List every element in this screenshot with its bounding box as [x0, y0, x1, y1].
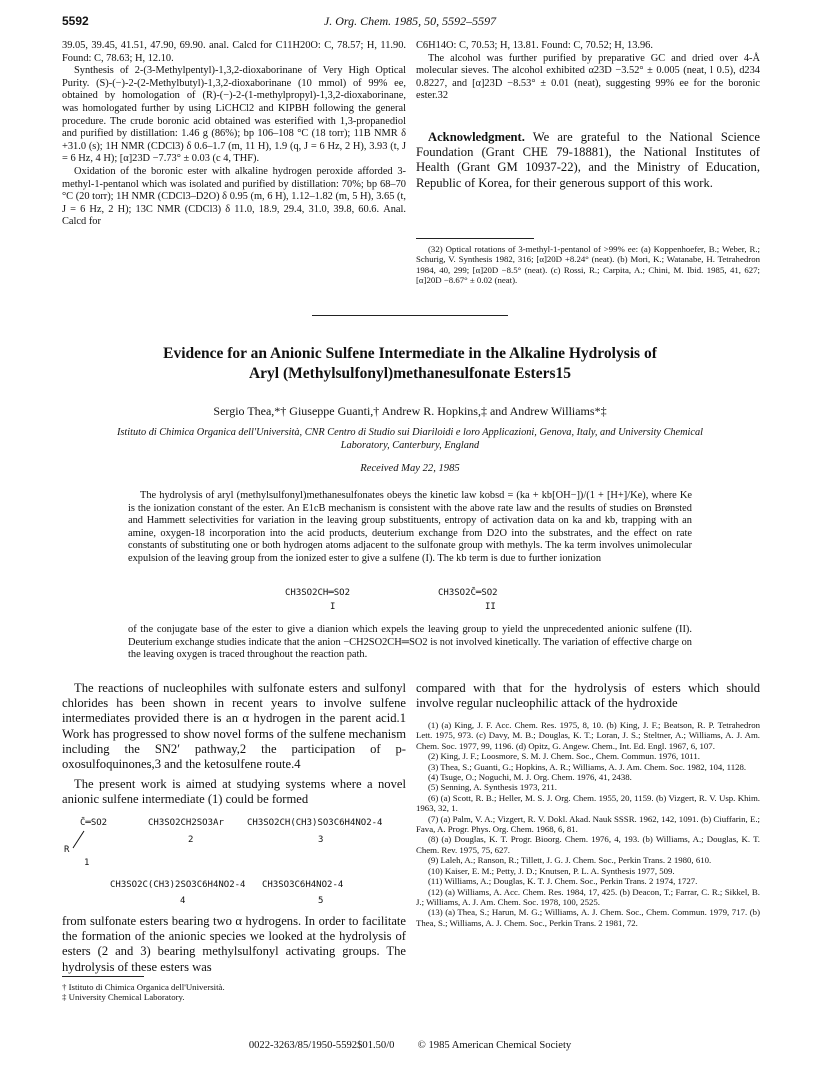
structure-5-label: 5 [318, 896, 324, 906]
running-header [62, 14, 758, 34]
affiliation: Istituto di Chimica Organica dell'Università, CNR Centro di Studio sui Diariloidi e loro Applicazioni, Genova, Italy, and University Chemical Laboratory, Canterbury, England [116, 427, 704, 451]
intro-right-paragraph: compared with that for the hydrolysis of esters which should involve regular nucleophilic attack of the hydroxide [416, 681, 760, 711]
title-line-1: Evidence for an Anionic Sulfene Intermediate in the Alkaline Hydrolysis of [163, 345, 657, 362]
received-date: Received May 22, 1985 [360, 463, 460, 474]
reference-item: (13) (a) Thea, S.; Harun, M. G.; Williams, A. J. Chem. Soc., Chem. Commun. 1979, 717. (b) Thea, S.; Williams, A. J. Chem. Soc., Perkin Trans. 2 1981, 72. [416, 907, 760, 928]
prev-article-right-column [416, 40, 760, 103]
reference-item: (7) (a) Palm, V. A.; Vizgert, R. V. Dokl. Akad. Nauk SSSR. 1962, 142, 1091. (b) Ciuffarin, E.; Fava, A. Progr. Phys. Org. Chem. 1968, 6, 81. [416, 813, 760, 835]
reference-item: (3) Thea, S.; Guanti, G.; Hopkins, A. R.; Williams, A. J. Am. Chem. Soc. 1982, 104, 1128. [428, 761, 747, 772]
oxidation-paragraph: Oxidation of the boronic ester with alkaline hydrogen peroxide afforded 3-methyl-1-pentanol which was isolated and purified by distillation: 70%; bp 68–70 °C (20 torr); 1H NMR (CDCl3–D2O) δ 0.95 (m, 6 H), 1.12–1.82 (m, 5 H), 3.65 (t, J = 6 Hz, 2 H); 13C NMR (CDCl3) δ 11.0, 18.9, 29.4, 31.0, 39.8, 60.6. Anal. Calcd for [62, 165, 406, 228]
acknowledgment-label: Acknowledgment. [428, 130, 525, 144]
intro-paragraph-1: The reactions of nucleophiles with sulfonate esters and sulfonyl chlorides has been shown in recent years to involve sulfene intermediates provided there is an α hydrogen in the parent acid.1 Work has progressed to show novel forms of the sulfene mechanism including the SN2′ pathway,2 the participation of p-oxosulfoquinones,3 and the ketosulfene route.4 [62, 681, 406, 772]
footnote-32 [416, 244, 760, 286]
reference-item: (4) Tsuge, O.; Noguchi, M. J. Org. Chem. 1976, 41, 2438. [428, 772, 632, 783]
acknowledgment-section [416, 130, 760, 191]
reference-item: (9) Laleh, A.; Ranson, R.; Tillett, J. G. J. Chem. Soc., Perkin Trans. 2 1980, 610. [428, 855, 712, 866]
structure-2: CH3SO2CH2SO3Ar [148, 818, 224, 828]
structure-3-label: 3 [318, 835, 324, 845]
article-code: 0022-3263/85/1950-5592$01.50/0 [248, 1040, 395, 1051]
synthesis-paragraph: Synthesis of 2-(3-Methylpentyl)-1,3,2-dioxaborinane of Very High Optical Purity. (S)-(−)-2-(2-Methylbutyl)-1,3,2-dioxaborinane (10 mmol) of 99% ee, obtained by homologation of (R)-(−)-2-(1-methylpropyl)-1,3,2-dioxaborinane, was homologated further by using LiCHCl2 and KIPBH following the general procedure. The crude boronic acid obtained was esterified with 1,3-propanediol and purified by distillation: 1.46 g (86%); bp 106–108 °C (18 torr); 11B NMR δ +31.0 (s); 1H NMR (CDCl3) δ 0.6–1.7 (m, 11 H), 1.9 (q, J = 6 Hz, 2 H), 3.93 (t, J = 6 Hz, 4 H); [α]23D −7.73° ± 0.03 (c 4, THF). [62, 65, 406, 165]
structure-I: CH3SO2CH═SO2 [285, 588, 351, 598]
acknowledgment-text: We are grateful to the National Science Foundation (Grant CHE 79-18881), the National Institutes of Health (Grant GM 10937-22), and the Ministry of Education, Republic of Korea, for their generous support of this work. [416, 130, 760, 190]
footnote-divider [416, 238, 534, 239]
structure-1-R: R [64, 845, 70, 855]
structure-5: CH3SO3C6H4NO2-4 [262, 880, 344, 890]
title-line-2: Aryl (Methylsulfonyl)methanesulfonate Esters15 [248, 365, 572, 382]
reference-item: (1) (a) King, J. F. Acc. Chem. Res. 1975, 8, 10. (b) King, J. F.; Beatson, R. P. Tetrahedron Lett. 1975, 973. (c) Davy, M. B.; Douglas, K. T.; Loran, J. S.; Steltner, A.; Williams, A. J. Am. Chem. Soc. 1977, 99, 1196. (d) Opitz, G. Angew. Chem., Int. Ed. Engl. 1967, 6, 107. [416, 720, 760, 751]
footnote-double-dagger: ‡ University Chemical Laboratory. [62, 992, 185, 1003]
structure-4: CH3SO2C(CH3)2SO3C6H4NO2-4 [110, 880, 246, 890]
prev-article-left-column [62, 40, 406, 229]
analysis-continued: C6H14O: C, 70.53; H, 13.81. Found: C, 70.52; H, 13.96. [416, 40, 653, 51]
reference-list [416, 720, 760, 928]
structure-II-label: II [485, 602, 496, 612]
structure-II: CH3SO2C̄═SO2 [438, 588, 498, 598]
copyright: © 1985 American Chemical Society [417, 1040, 572, 1051]
article-title [100, 344, 720, 384]
structure-2-label: 2 [188, 835, 194, 845]
structure-I-label: I [330, 602, 336, 612]
intro-paragraph-3: from sulfonate esters bearing two α hydrogens. In order to facilitate the formation of the anionic species we looked at the hydrolysis of esters (2 and 3) bearing methylsulfonyl activating groups. The hydrolysis of these esters was [62, 914, 406, 974]
abstract-part-2: of the conjugate base of the ester to give a dianion which expels the leaving group to yield the unprecedented anionic sulfene (II). Deuterium exchange studies indicate that the anion −CH2SO2CH═SO2 is not involved kinetically. The variation of effective charge on the leaving oxygen is traced throughout the reaction path. [128, 624, 692, 661]
reference-item: (12) (a) Williams, A. Acc. Chem. Res. 1984, 17, 425. (b) Deacon, T.; Farrar, C. R.; Sikkel, B. J.; Williams, A. J. Am. Chem. Soc. 1978, 100, 2525. [416, 886, 760, 907]
reference-item: (2) King, J. F.; Loosmore, S. M. J. Chem. Soc., Chem. Commun. 1976, 1011. [428, 751, 700, 762]
footnote-32-text: (32) Optical rotations of 3-methyl-1-pentanol of >99% ee: (a) Koppenhoefer, B.; Weber, R.; Schurig, V. Synthesis 1982, 316; [α]20D +8.24° (neat). (b) Mori, K.; Watanabe, H. Tetrahedron 1984, 40, 299; [α]20D −8.5° (neat). (c) Rossi, R.; Carpita, A.; Chini, M. Ibid. 1985, 41, 627; [α]20D −8.67° ± 0.02 (neat). [416, 244, 760, 286]
structure-1-bond [70, 830, 86, 850]
reference-item: (11) Williams, A.; Douglas, K. T. J. Chem. Soc., Perkin Trans. 2 1974, 1727. [428, 876, 698, 887]
page-number: 5592 [62, 14, 89, 28]
reference-item: (10) Kaiser, E. M.; Petty, J. D.; Knutsen, P. L. A. Synthesis 1977, 509. [428, 865, 675, 876]
footnote-dagger: † Istituto di Chimica Organica dell'Università. [62, 982, 225, 992]
structure-3: CH3SO2CH(CH3)SO3C6H4NO2-4 [247, 818, 383, 828]
abstract-part-1: The hydrolysis of aryl (methylsulfonyl)methanesulfonates obeys the kinetic law kobsd = (ka + kb[OH−])/(1 + [H+]/Ke), where Ke is the ionization constant of the ester. An E1cB mechanism is consistent with the above rate law and the results of studies on Brønsted and Hammett selectivities for variation in the leaving group substituents, entropy of activation data on ka and kb, trapping with an amine, oxygen-18 incorporation into the acid products, deuterium exchange from D2O into the substrates, and the effect on rate constants of substituting one or both hydrogen atoms adjacent to the sulfonate group with methyls. The ka term involves unimolecular expulsion of the leaving group from the ionized ester to give a sulfene (I). The kb term is due to further ionization [128, 490, 692, 564]
structure-1: C̄═SO2 [80, 818, 108, 828]
authors: Sergio Thea,*† Giuseppe Guanti,† Andrew R. Hopkins,‡ and Andrew Williams*‡ [213, 404, 607, 418]
reference-item: (8) (a) Douglas, K. T. Progr. Bioorg. Chem. 1976, 4, 193. (b) Williams, A.; Douglas, K. T. Chem. Rev. 1975, 75, 627. [416, 834, 760, 855]
reference-item: (5) Senning, A. Synthesis 1973, 211. [428, 782, 557, 793]
affiliation-footnotes [62, 982, 406, 1003]
intro-paragraph-2: The present work is aimed at studying systems where a novel anionic sulfene intermediate (1) could be formed [62, 777, 406, 807]
structure-4-label: 4 [180, 896, 186, 906]
page-footer [62, 1040, 758, 1051]
reference-item: (6) (a) Scott, R. B.; Heller, M. S. J. Org. Chem. 1955, 20, 1159. (b) Vizgert, R. V. Usp. Khim. 1963, 32, 1. [416, 792, 760, 814]
left-footnote-divider [62, 976, 144, 977]
analysis-paragraph: 39.05, 39.45, 41.51, 47.90, 69.90. anal. Calcd for C11H20O: C, 78.57; H, 11.90. Found: C, 78.63; H, 12.10. [62, 40, 406, 64]
structure-1-label: 1 [84, 858, 90, 868]
article-separator [312, 315, 508, 316]
alcohol-purification-paragraph: The alcohol was further purified by preparative GC and dried over 4-Å molecular sieves. The alcohol exhibited α23D −3.52° ± 0.005 (neat, l 0.5), d234 0.8227, and [α]23D −8.53° ± 0.01 (neat), suggesting 99% ee for the boronic ester.32 [416, 52, 760, 102]
journal-citation: J. Org. Chem. 1985, 50, 5592–5597 [323, 14, 497, 28]
